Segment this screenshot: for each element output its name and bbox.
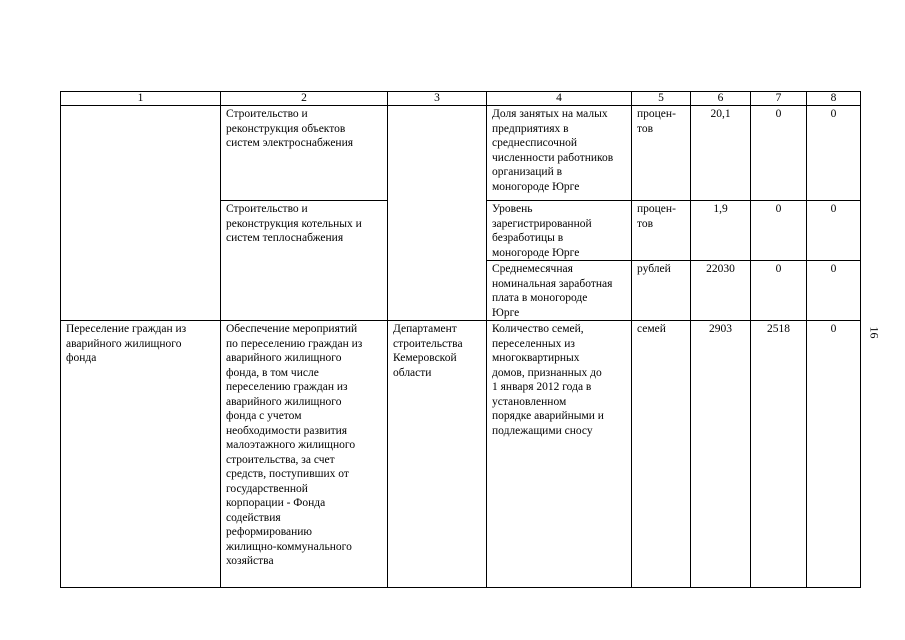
unit-cell: процен- тов — [632, 106, 691, 201]
header-cell: 2 — [221, 92, 388, 106]
value-cell: 0 — [807, 201, 861, 261]
value-cell: 2518 — [751, 321, 807, 588]
header-cell: 5 — [632, 92, 691, 106]
header-cell: 3 — [388, 92, 487, 106]
unit-cell: процен- тов — [632, 201, 691, 261]
executor-cell: Департамент строительства Кемеровской области — [388, 321, 487, 588]
table-row — [61, 106, 861, 201]
program-table — [60, 91, 861, 588]
page-number: 16 — [867, 326, 882, 339]
unit-cell: рублей — [632, 261, 691, 321]
value-cell: 2903 — [691, 321, 751, 588]
header-cell: 8 — [807, 92, 861, 106]
indicator-cell: Среднемесячная номинальная заработная плата в моногороде Юрге — [487, 261, 632, 321]
measure-cell: Строительство и реконструкция объектов систем электроснабжения — [221, 106, 388, 201]
event-cell-empty — [61, 106, 221, 321]
value-cell: 22030 — [691, 261, 751, 321]
measure-cell: Обеспечение мероприятий по переселению граждан из аварийного жилищного фонда, в том числе переселению граждан из аварийного жилищного фонда с учетом необходимости развития малоэтажного жилищного строительства, за счет средств, поступивших от государственной корпорации - Фонда содействия реформированию жилищно-коммунального хозяйства — [221, 321, 388, 588]
value-cell: 0 — [807, 321, 861, 588]
indicator-cell: Доля занятых на малых предприятиях в среднесписочной численности работников организаций в моногороде Юрге — [487, 106, 632, 201]
table-row — [61, 321, 861, 588]
value-cell: 0 — [807, 106, 861, 201]
table-header-row — [61, 92, 861, 106]
indicator-cell: Уровень зарегистрированной безработицы в моногороде Юрге — [487, 201, 632, 261]
value-cell: 0 — [751, 201, 807, 261]
value-cell: 0 — [751, 261, 807, 321]
event-cell: Переселение граждан из аварийного жилищного фонда — [61, 321, 221, 588]
header-cell: 7 — [751, 92, 807, 106]
executor-cell-empty — [388, 106, 487, 321]
header-cell: 1 — [61, 92, 221, 106]
unit-cell: семей — [632, 321, 691, 588]
header-cell: 4 — [487, 92, 632, 106]
value-cell: 1,9 — [691, 201, 751, 261]
value-cell: 0 — [751, 106, 807, 201]
indicator-cell: Количество семей, переселенных из многоквартирных домов, признанных до 1 января 2012 года в установленном порядке аварийными и подлежащими сносу — [487, 321, 632, 588]
header-cell: 6 — [691, 92, 751, 106]
measure-cell: Строительство и реконструкция котельных и систем теплоснабжения — [221, 201, 388, 321]
value-cell: 20,1 — [691, 106, 751, 201]
value-cell: 0 — [807, 261, 861, 321]
